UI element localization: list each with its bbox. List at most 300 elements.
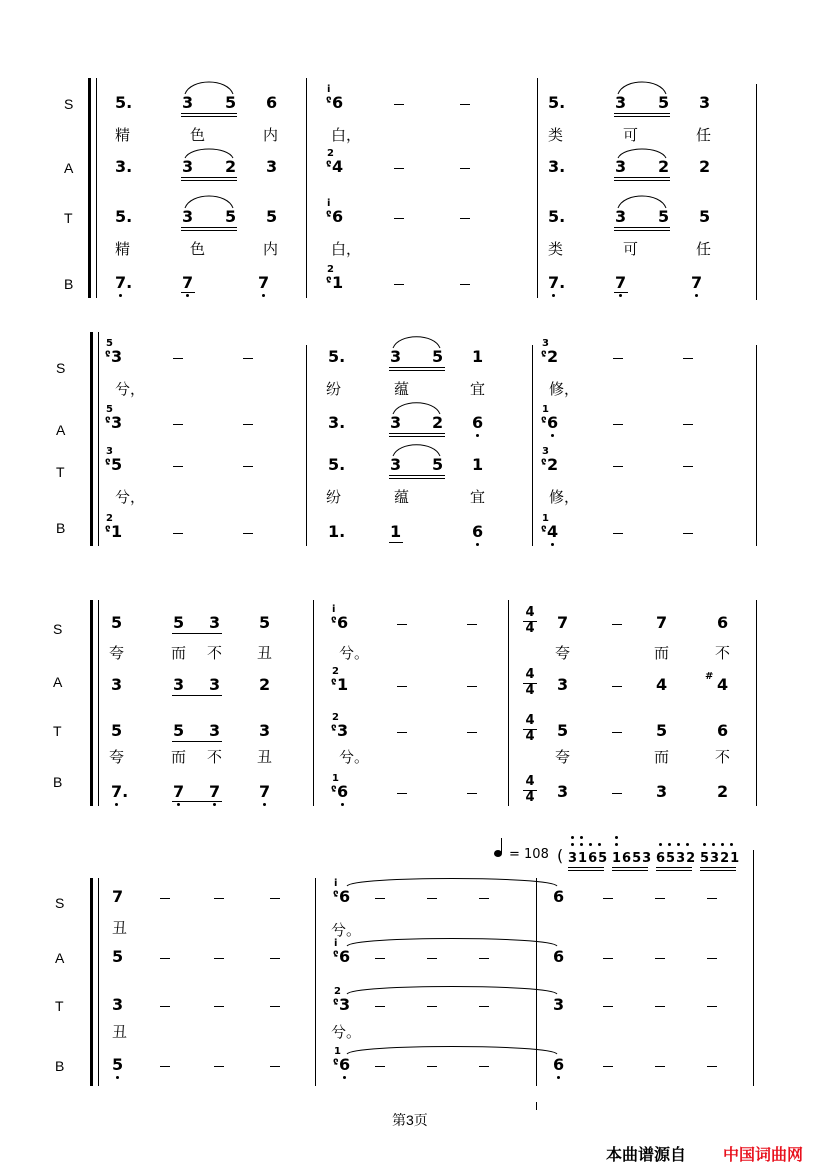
quarter-note-stem xyxy=(501,838,502,853)
lyric: 而 xyxy=(654,748,670,766)
hold-dash xyxy=(460,168,470,169)
time-signature-top: 4 xyxy=(525,667,535,682)
note: 3 xyxy=(209,721,221,740)
barline xyxy=(315,878,316,1086)
note: 6 xyxy=(553,887,565,906)
intro-group: 3165 xyxy=(568,851,609,866)
barline xyxy=(756,345,757,546)
lyric: 不 xyxy=(715,644,731,662)
barline xyxy=(537,78,538,298)
note: 5 xyxy=(225,93,237,112)
duration-underline xyxy=(614,177,670,178)
hold-dash xyxy=(612,624,622,625)
barline xyxy=(98,878,99,1086)
duration-underline xyxy=(181,292,195,293)
voice-label-t: T xyxy=(55,998,64,1014)
hold-dash xyxy=(173,533,183,534)
grace-note: 1 xyxy=(334,1046,341,1057)
note: 3 xyxy=(553,995,565,1014)
grace-mark: ჺ xyxy=(105,523,111,534)
grace-note: i xyxy=(334,938,338,949)
note: 2 xyxy=(547,455,559,474)
note: 5 xyxy=(112,947,124,966)
note: 3 xyxy=(259,721,271,740)
octave-dot xyxy=(580,843,583,846)
voice-label-b: B xyxy=(56,520,66,536)
system-bracket xyxy=(88,78,91,298)
grace-mark: ჺ xyxy=(333,996,339,1007)
note: 2 xyxy=(432,413,444,432)
hold-dash xyxy=(397,793,407,794)
hold-dash xyxy=(467,732,477,733)
voice-label-t: T xyxy=(53,723,62,739)
grace-note: 5 xyxy=(106,404,113,415)
octave-dot xyxy=(552,294,555,297)
lyric: 修， xyxy=(549,488,580,506)
note: 5 xyxy=(658,93,670,112)
grace-note: 1 xyxy=(332,773,339,784)
hold-dash xyxy=(603,1006,613,1007)
hold-dash xyxy=(613,358,623,359)
lyric: 纷 xyxy=(326,488,342,506)
note: 5 xyxy=(656,721,668,740)
voice-label-a: A xyxy=(55,950,65,966)
grace-mark: ჺ xyxy=(326,158,332,169)
voice-label-s: S xyxy=(53,621,63,637)
note: 5. xyxy=(115,93,133,112)
note: 3 xyxy=(699,93,711,112)
hold-dash xyxy=(397,732,407,733)
grace-note: 2 xyxy=(327,264,334,275)
grace-note: 1 xyxy=(542,513,549,524)
note: 7 xyxy=(656,613,668,632)
note: 4 xyxy=(547,522,559,541)
note: 4 xyxy=(656,675,668,694)
note: 6 xyxy=(339,887,351,906)
duration-underline xyxy=(172,801,222,802)
note: 3 xyxy=(111,413,123,432)
hold-dash xyxy=(655,898,665,899)
grace-mark: ჺ xyxy=(331,722,337,733)
hold-dash xyxy=(612,732,622,733)
duration-underline xyxy=(614,116,670,117)
duration-underline xyxy=(181,230,237,231)
duration-underline xyxy=(389,436,445,437)
note: 5 xyxy=(173,721,185,740)
note: 5 xyxy=(111,455,123,474)
intro-group: 6532 xyxy=(656,851,697,866)
voice-label-s: S xyxy=(56,360,66,376)
voice-label-t: T xyxy=(56,464,65,480)
octave-dot xyxy=(615,836,618,839)
note: 6 xyxy=(337,613,349,632)
note: 5. xyxy=(548,93,566,112)
grace-note: 2 xyxy=(327,148,334,159)
note: 3 xyxy=(111,675,123,694)
note: 6 xyxy=(717,721,729,740)
sharp-sign: # xyxy=(705,671,714,682)
barline xyxy=(508,600,509,806)
note: 7. xyxy=(115,273,133,292)
hold-dash xyxy=(603,958,613,959)
hold-dash xyxy=(375,898,385,899)
grace-mark: ჺ xyxy=(105,456,111,467)
note: 3 xyxy=(111,347,123,366)
hold-dash xyxy=(467,793,477,794)
note: 7. xyxy=(548,273,566,292)
note: 2 xyxy=(259,675,271,694)
hold-dash xyxy=(655,1006,665,1007)
note: 2 xyxy=(658,157,670,176)
octave-dot xyxy=(619,294,622,297)
hold-dash xyxy=(655,958,665,959)
lyric: 兮。 xyxy=(339,644,370,662)
octave-dot xyxy=(712,843,715,846)
grace-mark: ჺ xyxy=(541,348,547,359)
hold-dash xyxy=(707,1066,717,1067)
octave-dot xyxy=(589,843,592,846)
duration-underline xyxy=(389,542,403,543)
grace-note: 2 xyxy=(332,666,339,677)
hold-dash xyxy=(427,1006,437,1007)
note: 5 xyxy=(432,455,444,474)
hold-dash xyxy=(243,424,253,425)
note: 6 xyxy=(339,1055,351,1074)
lyric: 而 xyxy=(654,644,670,662)
note: 3 xyxy=(337,721,349,740)
hold-dash xyxy=(243,533,253,534)
barline xyxy=(98,600,99,806)
note: 3 xyxy=(656,782,668,801)
hold-dash xyxy=(683,358,693,359)
time-signature xyxy=(523,775,537,804)
note: 5 xyxy=(112,1055,124,1074)
note: 6 xyxy=(339,947,351,966)
lyric: 纷 xyxy=(326,380,342,398)
grace-mark: ჺ xyxy=(333,888,339,899)
note: 6 xyxy=(717,613,729,632)
note: 5. xyxy=(328,455,346,474)
source-credit-label: 本曲谱源自 xyxy=(606,1147,687,1164)
octave-dot xyxy=(695,294,698,297)
grace-note: 5 xyxy=(106,338,113,349)
lyric: 类 xyxy=(548,240,564,258)
time-signature xyxy=(523,606,537,635)
hold-dash xyxy=(394,104,404,105)
lyric: 精 xyxy=(115,126,131,144)
octave-dot xyxy=(615,843,618,846)
hold-dash xyxy=(397,624,407,625)
note: 2 xyxy=(699,157,711,176)
hold-dash xyxy=(479,958,489,959)
note: 7 xyxy=(112,887,124,906)
octave-dot xyxy=(476,543,479,546)
grace-mark: ჺ xyxy=(326,94,332,105)
barline xyxy=(96,78,97,298)
note: 4 xyxy=(332,157,344,176)
hold-dash xyxy=(375,1006,385,1007)
duration-underline xyxy=(181,180,237,181)
note: 2 xyxy=(547,347,559,366)
note: 3 xyxy=(390,413,402,432)
note: 5 xyxy=(259,613,271,632)
octave-dot xyxy=(119,294,122,297)
lyric: 兮， xyxy=(115,380,146,398)
grace-mark: ჺ xyxy=(541,414,547,425)
lyric: 兮。 xyxy=(339,748,370,766)
lyric: 可 xyxy=(623,126,639,144)
note: 7. xyxy=(111,782,129,801)
note: 6 xyxy=(337,782,349,801)
hold-dash xyxy=(394,218,404,219)
grace-mark: ჺ xyxy=(331,676,337,687)
voice-label-b: B xyxy=(53,774,63,790)
lyric: 类 xyxy=(548,126,564,144)
note: 6 xyxy=(472,522,484,541)
lyric: 而 xyxy=(171,644,187,662)
note: 7 xyxy=(258,273,270,292)
tie xyxy=(347,879,557,887)
duration-underline xyxy=(181,227,237,228)
grace-mark: ჺ xyxy=(105,414,111,425)
barline xyxy=(756,600,757,806)
duration-underline xyxy=(614,113,670,114)
note: 6 xyxy=(266,93,278,112)
note: 3 xyxy=(339,995,351,1014)
grace-note: i xyxy=(334,878,338,889)
grace-mark: ჺ xyxy=(105,348,111,359)
hold-dash xyxy=(270,1066,280,1067)
duration-underline xyxy=(568,870,604,871)
lyric: 丑 xyxy=(257,748,273,766)
note: 1 xyxy=(472,347,484,366)
note: 6 xyxy=(547,413,559,432)
note: 6 xyxy=(553,947,565,966)
grace-mark: ჺ xyxy=(541,523,547,534)
note: 1 xyxy=(111,522,123,541)
voice-label-t: T xyxy=(64,210,73,226)
note: 3 xyxy=(266,157,278,176)
hold-dash xyxy=(214,1066,224,1067)
note: 3 xyxy=(615,207,627,226)
voice-label-a: A xyxy=(56,422,66,438)
note: 5 xyxy=(111,613,123,632)
time-signature xyxy=(523,714,537,743)
note: 5. xyxy=(548,207,566,226)
barline xyxy=(753,850,754,1086)
octave-dot xyxy=(668,843,671,846)
lyric: 内 xyxy=(263,126,279,144)
note: 7 xyxy=(182,273,194,292)
hold-dash xyxy=(394,284,404,285)
lyric: 色 xyxy=(190,240,206,258)
time-signature-bottom: 4 xyxy=(523,683,537,698)
octave-dot xyxy=(476,434,479,437)
hold-dash xyxy=(613,533,623,534)
duration-underline xyxy=(656,870,692,871)
grace-note: 2 xyxy=(332,712,339,723)
hold-dash xyxy=(612,793,622,794)
note: 4 xyxy=(717,675,729,694)
lyric: 兮。 xyxy=(331,921,362,939)
note: 5. xyxy=(328,347,346,366)
note: 7 xyxy=(173,782,185,801)
lyric: 丑 xyxy=(112,1023,128,1041)
lyric: 不 xyxy=(715,748,731,766)
lyric: 蕴 xyxy=(394,488,410,506)
note: 1 xyxy=(390,522,402,541)
note: 6 xyxy=(472,413,484,432)
note: 3. xyxy=(548,157,566,176)
hold-dash xyxy=(270,958,280,959)
barline xyxy=(306,345,307,546)
note: 1 xyxy=(472,455,484,474)
hold-dash xyxy=(243,466,253,467)
hold-dash xyxy=(479,1066,489,1067)
duration-underline xyxy=(172,741,222,742)
note: 6 xyxy=(332,93,344,112)
tie xyxy=(347,1047,557,1055)
hold-dash xyxy=(612,686,622,687)
octave-dot xyxy=(677,843,680,846)
hold-dash xyxy=(707,1006,717,1007)
time-signature-bottom: 4 xyxy=(523,729,537,744)
hold-dash xyxy=(707,898,717,899)
duration-underline xyxy=(700,867,736,868)
note: 6 xyxy=(332,207,344,226)
barline xyxy=(536,1102,537,1110)
grace-note: i xyxy=(327,84,331,95)
duration-underline xyxy=(172,695,222,696)
hold-dash xyxy=(479,1006,489,1007)
voice-label-a: A xyxy=(53,674,63,690)
voice-label-a: A xyxy=(64,160,74,176)
hold-dash xyxy=(460,218,470,219)
octave-dot xyxy=(341,803,344,806)
tie xyxy=(347,939,557,947)
note: 5 xyxy=(557,721,569,740)
barline xyxy=(532,345,533,546)
hold-dash xyxy=(427,898,437,899)
octave-dot xyxy=(598,843,601,846)
duration-underline xyxy=(614,180,670,181)
lyric: 可 xyxy=(623,240,639,258)
note: 3 xyxy=(173,675,185,694)
lyric: 宜 xyxy=(470,488,486,506)
hold-dash xyxy=(655,1066,665,1067)
octave-dot xyxy=(343,1076,346,1079)
note: 7 xyxy=(259,782,271,801)
octave-dot xyxy=(115,803,118,806)
time-signature-top: 4 xyxy=(525,713,535,728)
intro-group: 5321 xyxy=(700,851,741,866)
intro-group: 1653 xyxy=(612,851,653,866)
duration-underline xyxy=(614,227,670,228)
hold-dash xyxy=(214,958,224,959)
duration-underline xyxy=(181,177,237,178)
hold-dash xyxy=(479,898,489,899)
hold-dash xyxy=(160,958,170,959)
grace-note: i xyxy=(327,198,331,209)
duration-underline xyxy=(700,870,736,871)
octave-dot xyxy=(721,843,724,846)
lyric: 蕴 xyxy=(394,380,410,398)
hold-dash xyxy=(214,898,224,899)
duration-underline xyxy=(612,870,648,871)
hold-dash xyxy=(270,1006,280,1007)
voice-label-s: S xyxy=(55,895,65,911)
hold-dash xyxy=(683,466,693,467)
note: 3 xyxy=(209,675,221,694)
intro-paren: ( xyxy=(557,846,564,865)
hold-dash xyxy=(214,1006,224,1007)
note: 3 xyxy=(209,613,221,632)
note: 6 xyxy=(553,1055,565,1074)
lyric: 色 xyxy=(190,126,206,144)
note: 5 xyxy=(266,207,278,226)
duration-underline xyxy=(389,478,445,479)
note: 3. xyxy=(328,413,346,432)
time-signature-bottom: 4 xyxy=(523,790,537,805)
system-bracket xyxy=(90,878,93,1086)
grace-mark: ჺ xyxy=(541,456,547,467)
grace-note: 1 xyxy=(542,404,549,415)
hold-dash xyxy=(173,466,183,467)
note: 7 xyxy=(209,782,221,801)
octave-dot xyxy=(703,843,706,846)
system-bracket xyxy=(90,332,93,546)
barline xyxy=(306,78,307,298)
note: 5 xyxy=(658,207,670,226)
time-signature-bottom: 4 xyxy=(523,621,537,636)
note: 1 xyxy=(332,273,344,292)
duration-underline xyxy=(172,633,222,634)
duration-underline xyxy=(181,113,237,114)
octave-dot xyxy=(177,803,180,806)
lyric: 不 xyxy=(207,644,223,662)
time-signature-top: 4 xyxy=(525,774,535,789)
lyric: 兮， xyxy=(115,488,146,506)
duration-underline xyxy=(181,116,237,117)
hold-dash xyxy=(243,358,253,359)
octave-dot xyxy=(571,836,574,839)
hold-dash xyxy=(707,958,717,959)
lyric: 白， xyxy=(331,240,362,258)
note: 5 xyxy=(225,207,237,226)
lyric: 夸 xyxy=(555,748,571,766)
hold-dash xyxy=(173,358,183,359)
note: 3 xyxy=(557,782,569,801)
grace-note: 3 xyxy=(106,446,113,457)
hold-dash xyxy=(160,898,170,899)
hold-dash xyxy=(467,686,477,687)
grace-mark: ჺ xyxy=(331,783,337,794)
grace-mark: ჺ xyxy=(331,614,337,625)
hold-dash xyxy=(603,898,613,899)
note: 3 xyxy=(182,93,194,112)
grace-note: 3 xyxy=(542,446,549,457)
grace-note: i xyxy=(332,604,336,615)
hold-dash xyxy=(427,1066,437,1067)
grace-note: 2 xyxy=(334,986,341,997)
octave-dot xyxy=(730,843,733,846)
hold-dash xyxy=(375,958,385,959)
tempo-marking: = 108 xyxy=(509,847,549,862)
hold-dash xyxy=(683,424,693,425)
tie xyxy=(347,987,557,995)
lyric: 兮。 xyxy=(331,1023,362,1041)
lyric: 精 xyxy=(115,240,131,258)
